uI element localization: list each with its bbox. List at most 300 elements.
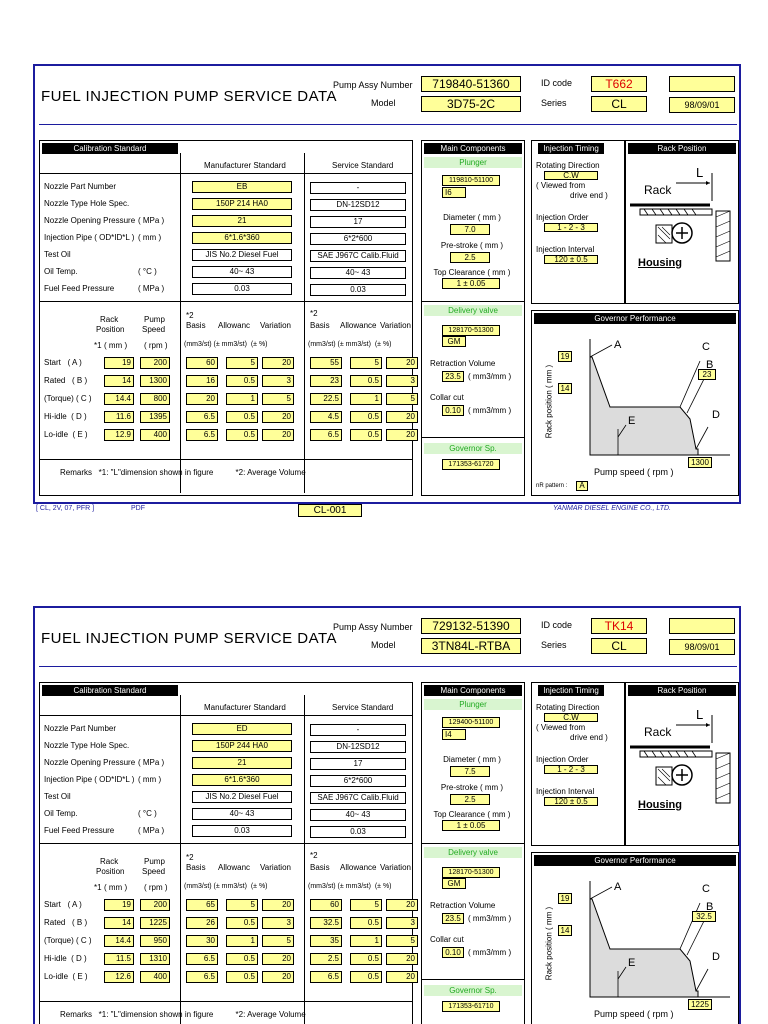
spec-label: Test Oil [44, 250, 71, 259]
governor-performance-panel [531, 852, 739, 1024]
rack-position-title: Rack Position [628, 685, 736, 696]
idcode-label: ID code [541, 620, 573, 630]
perf-rack-value: 11.5 [104, 953, 134, 965]
spec-svc-value: 6*2*600 [310, 775, 406, 787]
perf-speed-value: 800 [140, 393, 170, 405]
prestroke-value: 2.5 [450, 794, 490, 805]
perf-rack-value: 14 [104, 375, 134, 387]
governor-performance-title: Governor Performance [534, 313, 736, 324]
injection-timing-panel [531, 140, 625, 304]
spec-mfr-value: 6*1.6*360 [192, 774, 292, 786]
retraction-value: 23.5 [442, 371, 464, 382]
perf-s-allowance: Allowance [340, 863, 377, 872]
spec-label: Test Oil [44, 792, 71, 801]
perf-pump-head: Pump [144, 857, 165, 866]
perf-svc-value: 20 [386, 429, 418, 441]
mfr-std-header: Manufacturer Standard [204, 703, 286, 712]
spec-svc-value: - [310, 724, 406, 736]
perf-rack-head: Rack [100, 857, 119, 866]
perf-svc-value: 3 [386, 375, 418, 387]
perf-m-variation: Variation [260, 321, 291, 330]
spec-unit: ( MPa ) [138, 826, 165, 835]
perf-svc-value: 2.5 [310, 953, 342, 965]
idcode-value: TK14 [591, 618, 647, 634]
injection-timing-title: Injection Timing [538, 143, 604, 154]
spec-mfr-value: EB [192, 181, 292, 193]
fig-rack-label: Rack [644, 725, 672, 739]
perf-note1: *1 [94, 883, 102, 892]
perf-position-head: Position [96, 325, 125, 334]
perf-mfr-value: 20 [262, 411, 294, 423]
main-components-panel [421, 140, 525, 496]
perf-svc-value: 5 [350, 899, 382, 911]
fig-housing-label: Housing [638, 257, 682, 269]
injection-interval-label: Injection Interval [536, 245, 595, 254]
perf-mfr-value: 65 [186, 899, 218, 911]
spec-unit: ( MPa ) [138, 758, 165, 767]
idcode-value: T662 [591, 76, 647, 92]
perf-mfr-value: 6.5 [186, 429, 218, 441]
perf-m-allowance: Allowanc [218, 863, 251, 872]
spec-svc-value: 40~ 43 [310, 267, 406, 279]
gov-y-axis-label: Rack position ( mm ) [544, 364, 554, 439]
perf-speed-head: Speed [142, 325, 166, 334]
governor-sp-number: 171353-61710 [442, 1001, 500, 1012]
nr-pattern-label: nR pattern : [536, 483, 568, 489]
governor-sp-title: Governor Sp. [424, 985, 522, 996]
perf-svc-value: 32.5 [310, 917, 342, 929]
perf-mfr-value: 3 [262, 917, 294, 929]
gov-y-axis-label: Rack position ( mm ) [544, 906, 554, 981]
top-clearance-value: 1 ± 0.05 [442, 820, 500, 831]
perf-speed-value: 400 [140, 429, 170, 441]
perf-rack-head: Rack [100, 315, 119, 324]
pump-assy-number: 729132-51390 [421, 618, 521, 634]
perf-row-label: Start ( A ) [44, 900, 82, 909]
perf-svc-value: 5 [350, 357, 382, 369]
prestroke-value: 2.5 [450, 252, 490, 263]
perf-m-allowance: Allowanc [218, 321, 251, 330]
idcode-extra [669, 76, 735, 92]
perf-svc-value: 3 [386, 917, 418, 929]
point-E: E [628, 957, 636, 969]
pump-assy-label: Pump Assy Number [333, 622, 413, 632]
gov-B-value: 32.5 [692, 911, 716, 922]
series-value: CL [591, 96, 647, 112]
fig-L-label: L [696, 707, 704, 722]
governor-performance-panel [531, 310, 739, 496]
gov-speed-value: 1300 [688, 457, 712, 468]
perf-s-units: (mm3/st) (± mm3/st) (± %) [308, 341, 392, 348]
perf-svc-value: 5 [386, 935, 418, 947]
perf-row-label: Lo-idle ( E ) [44, 972, 88, 981]
spec-mfr-value: 21 [192, 215, 292, 227]
spec-mfr-value: 150P 214 HA0 [192, 198, 292, 210]
drive-end: drive end ) [570, 191, 608, 200]
perf-note1: *1 [94, 341, 102, 350]
spec-svc-value: 0.03 [310, 826, 406, 838]
perf-speed-value: 1300 [140, 375, 170, 387]
rotating-direction-label: Rotating Direction [536, 703, 600, 712]
retraction-label: Retraction Volume [430, 359, 496, 368]
spec-svc-value: 6*2*600 [310, 233, 406, 245]
perf-mfr-value: 30 [186, 935, 218, 947]
spec-mfr-value: 21 [192, 757, 292, 769]
governor-curve [550, 337, 730, 457]
injection-order-value: 1 - 2 - 3 [544, 765, 598, 774]
spec-label: Oil Temp. [44, 267, 78, 276]
main-components-panel [421, 682, 525, 1024]
fig-housing-label: Housing [638, 799, 682, 811]
rotating-direction-value: C.W [544, 713, 598, 722]
spec-svc-value: 0.03 [310, 284, 406, 296]
perf-svc-value: 60 [310, 899, 342, 911]
viewed-from: ( Viewed from [536, 181, 586, 190]
spec-mfr-value: 0.03 [192, 283, 292, 295]
injection-timing-title: Injection Timing [538, 685, 604, 696]
perf-svc-value: 20 [386, 357, 418, 369]
perf-mfr-value: 6.5 [186, 953, 218, 965]
spec-label: Nozzle Type Hole Spec. [44, 741, 130, 750]
header-divider [39, 666, 737, 667]
perf-row-label: (Torque) ( C ) [44, 936, 92, 945]
perf-row-label: Rated ( B ) [44, 918, 88, 927]
spec-label: Nozzle Part Number [44, 182, 117, 191]
perf-svc-value: 6.5 [310, 429, 342, 441]
spec-svc-value: 17 [310, 758, 406, 770]
spec-unit: ( MPa ) [138, 284, 165, 293]
perf-svc-value: 6.5 [310, 971, 342, 983]
spec-svc-value: DN-12SD12 [310, 741, 406, 753]
service-sheet-2 [33, 606, 741, 1024]
perf-m-units: (mm3/st) (± mm3/st) (± %) [184, 883, 268, 890]
model-label: Model [371, 98, 396, 108]
spec-label: Injection Pipe ( OD*ID*L ) [44, 775, 135, 784]
point-B: B [706, 901, 714, 913]
spec-mfr-value: 40~ 43 [192, 266, 292, 278]
diameter-value: 7.0 [450, 224, 490, 235]
mfr-std-header: Manufacturer Standard [204, 161, 286, 170]
plunger-number: 119810-51100 [442, 175, 500, 186]
perf-rack-value: 12.9 [104, 429, 134, 441]
perf-svc-value: 0.5 [350, 971, 382, 983]
perf-svc-value: 1 [350, 935, 382, 947]
perf-s-units: (mm3/st) (± mm3/st) (± %) [308, 883, 392, 890]
point-A: A [614, 881, 622, 893]
point-A: A [614, 339, 622, 351]
perf-mfr-value: 16 [186, 375, 218, 387]
perf-mfr-value: 5 [226, 357, 258, 369]
retraction-value: 23.5 [442, 913, 464, 924]
spec-mfr-value: JIS No.2 Diesel Fuel [192, 249, 292, 261]
service-sheet-1 [33, 64, 741, 504]
spec-svc-value: DN-12SD12 [310, 199, 406, 211]
rack-position-panel [625, 140, 739, 304]
perf-svc-value: 0.5 [350, 953, 382, 965]
spec-label: Injection Pipe ( OD*ID*L ) [44, 233, 135, 242]
rack-position-title: Rack Position [628, 143, 736, 154]
sheet-title: FUEL INJECTION PUMP SERVICE DATA [41, 88, 338, 105]
perf-mfr-value: 6.5 [186, 971, 218, 983]
perf-svc-value: 20 [386, 899, 418, 911]
delivery-valve-number: 128170-51300 [442, 325, 500, 336]
diameter-value: 7.5 [450, 766, 490, 777]
injection-order-label: Injection Order [536, 755, 589, 764]
perf-m-variation: Variation [260, 863, 291, 872]
sheet-title: FUEL INJECTION PUMP SERVICE DATA [41, 630, 338, 647]
pump-assy-number: 719840-51360 [421, 76, 521, 92]
perf-svc-value: 35 [310, 935, 342, 947]
rack-position-panel [625, 682, 739, 846]
footer-doc-code: CL-001 [298, 504, 362, 517]
perf-pump-head: Pump [144, 315, 165, 324]
spec-svc-value: 17 [310, 216, 406, 228]
calibration-title: Calibration Standard [42, 685, 178, 696]
rotating-direction-label: Rotating Direction [536, 161, 600, 170]
perf-svc-value: 0.5 [350, 917, 382, 929]
perf-speed-value: 400 [140, 971, 170, 983]
perf-mfr-value: 0.5 [226, 971, 258, 983]
perf-row-label: Lo-idle ( E ) [44, 430, 88, 439]
spec-mfr-value: 6*1.6*360 [192, 232, 292, 244]
governor-sp-number: 171353-61720 [442, 459, 500, 470]
perf-s-variation: Variation [380, 321, 411, 330]
perf-mfr-value: 5 [226, 899, 258, 911]
injection-interval-label: Injection Interval [536, 787, 595, 796]
injection-order-label: Injection Order [536, 213, 589, 222]
footer-pdf: PDF [131, 505, 145, 512]
perf-rack-value: 12.6 [104, 971, 134, 983]
spec-mfr-value: 150P 244 HA0 [192, 740, 292, 752]
perf-s-allowance: Allowance [340, 321, 377, 330]
gov-x-axis-label: Pump speed ( rpm ) [594, 1009, 674, 1019]
injection-interval-value: 120 ± 0.5 [544, 255, 598, 264]
footer-codes: [ CL, 2V, 07, PFR ] [36, 505, 95, 512]
perf-mfr-value: 20 [262, 899, 294, 911]
fig-L-label: L [696, 165, 704, 180]
perf-svc-value: 0.5 [350, 429, 382, 441]
perf-mfr-value: 20 [186, 393, 218, 405]
perf-position-head: Position [96, 867, 125, 876]
plunger-title: Plunger [424, 699, 522, 710]
pump-assy-label: Pump Assy Number [333, 80, 413, 90]
perf-rack-value: 19 [104, 357, 134, 369]
diameter-label: Diameter ( mm ) [443, 755, 501, 764]
governor-performance-title: Governor Performance [534, 855, 736, 866]
model-value: 3TN84L-RTBA [421, 638, 521, 654]
governor-sp-title: Governor Sp. [424, 443, 522, 454]
main-components-title: Main Components [424, 143, 522, 154]
collar-label: Collar cut [430, 393, 464, 402]
perf-mfr-value: 3 [262, 375, 294, 387]
spec-label: Fuel Feed Pressure [44, 826, 115, 835]
gov-y-14: 14 [558, 925, 572, 936]
point-D: D [712, 951, 720, 963]
perf-mfr-value: 0.5 [226, 953, 258, 965]
perf-mfr-value: 20 [262, 429, 294, 441]
calibration-title: Calibration Standard [42, 143, 178, 154]
retraction-unit: ( mm3/mm ) [468, 372, 512, 381]
perf-speed-value: 1395 [140, 411, 170, 423]
gov-y-14: 14 [558, 383, 572, 394]
date-value: 98/09/01 [669, 639, 735, 655]
header-divider [39, 124, 737, 125]
perf-mm: ( mm ) [104, 883, 128, 892]
perf-svc-value: 23 [310, 375, 342, 387]
perf-s-basis: Basis [310, 321, 330, 330]
gov-B-value: 23 [698, 369, 716, 380]
perf-rpm: ( rpm ) [144, 883, 168, 892]
spec-unit: ( mm ) [138, 233, 162, 242]
idcode-label: ID code [541, 78, 573, 88]
collar-unit: ( mm3/mm ) [468, 948, 512, 957]
perf-speed-value: 950 [140, 935, 170, 947]
spec-label: Nozzle Type Hole Spec. [44, 199, 130, 208]
nr-pattern-value: A [576, 481, 588, 491]
perf-mfr-value: 20 [262, 357, 294, 369]
perf-svc-value: 20 [386, 411, 418, 423]
perf-row-label: Hi-idle ( D ) [44, 412, 87, 421]
perf-s-star: *2 [310, 309, 318, 318]
top-clearance-label: Top Clearance ( mm ) [433, 268, 511, 277]
spec-label: Nozzle Part Number [44, 724, 117, 733]
perf-mfr-value: 0.5 [226, 429, 258, 441]
prestroke-label: Pre-stroke ( mm ) [440, 241, 504, 250]
spec-label: Oil Temp. [44, 809, 78, 818]
governor-curve [550, 879, 730, 999]
spec-svc-value: - [310, 182, 406, 194]
spec-unit: ( MPa ) [138, 216, 165, 225]
perf-speed-head: Speed [142, 867, 166, 876]
perf-rack-value: 19 [104, 899, 134, 911]
spec-mfr-value: ED [192, 723, 292, 735]
perf-svc-value: 1 [350, 393, 382, 405]
point-C: C [702, 341, 710, 353]
collar-label: Collar cut [430, 935, 464, 944]
perf-rack-value: 14 [104, 917, 134, 929]
injection-order-value: 1 - 2 - 3 [544, 223, 598, 232]
prestroke-label: Pre-stroke ( mm ) [440, 783, 504, 792]
gov-y-19: 19 [558, 893, 572, 904]
perf-mfr-value: 1 [226, 935, 258, 947]
svc-std-header: Service Standard [332, 161, 394, 170]
collar-unit: ( mm3/mm ) [468, 406, 512, 415]
diameter-label: Diameter ( mm ) [443, 213, 501, 222]
collar-value: 0.10 [442, 947, 464, 958]
perf-mfr-value: 5 [262, 393, 294, 405]
top-clearance-value: 1 ± 0.05 [442, 278, 500, 289]
perf-m-units: (mm3/st) (± mm3/st) (± %) [184, 341, 268, 348]
point-C: C [702, 883, 710, 895]
perf-svc-value: 0.5 [350, 375, 382, 387]
point-D: D [712, 409, 720, 421]
viewed-from: ( Viewed from [536, 723, 586, 732]
fig-rack-label: Rack [644, 183, 672, 197]
perf-mfr-value: 1 [226, 393, 258, 405]
model-value: 3D75-2C [421, 96, 521, 112]
date-value: 98/09/01 [669, 97, 735, 113]
perf-mm: ( mm ) [104, 341, 128, 350]
perf-mfr-value: 0.5 [226, 917, 258, 929]
perf-svc-value: 20 [386, 953, 418, 965]
perf-m-basis: Basis [186, 863, 206, 872]
remarks: Remarks *1: "L"dimension shown in figure *2: Average Volume [60, 468, 306, 477]
collar-value: 0.10 [442, 405, 464, 416]
delivery-valve-title: Delivery valve [424, 847, 522, 858]
perf-mfr-value: 26 [186, 917, 218, 929]
perf-svc-value: 4.5 [310, 411, 342, 423]
series-label: Series [541, 98, 567, 108]
retraction-unit: ( mm3/mm ) [468, 914, 512, 923]
idcode-extra [669, 618, 735, 634]
perf-mfr-value: 20 [262, 953, 294, 965]
calibration-panel [39, 682, 413, 1024]
perf-row-label: (Torque) ( C ) [44, 394, 92, 403]
spec-mfr-value: 40~ 43 [192, 808, 292, 820]
spec-unit: ( °C ) [138, 267, 157, 276]
drive-end: drive end ) [570, 733, 608, 742]
plunger-code: I4 [442, 729, 466, 740]
spec-unit: ( mm ) [138, 775, 162, 784]
perf-speed-value: 1225 [140, 917, 170, 929]
perf-mfr-value: 6.5 [186, 411, 218, 423]
delivery-valve-title: Delivery valve [424, 305, 522, 316]
delivery-valve-code: GM [442, 336, 466, 347]
point-E: E [628, 415, 636, 427]
remarks: Remarks *1: "L"dimension shown in figure *2: Average Volume [60, 1010, 306, 1019]
spec-svc-value: SAE J967C Calib.Fluid [310, 250, 406, 262]
perf-rpm: ( rpm ) [144, 341, 168, 350]
spec-mfr-value: JIS No.2 Diesel Fuel [192, 791, 292, 803]
gov-x-axis-label: Pump speed ( rpm ) [594, 467, 674, 477]
perf-speed-value: 1310 [140, 953, 170, 965]
perf-s-variation: Variation [380, 863, 411, 872]
perf-s-star: *2 [310, 851, 318, 860]
perf-speed-value: 200 [140, 899, 170, 911]
plunger-title: Plunger [424, 157, 522, 168]
injection-timing-panel [531, 682, 625, 846]
perf-svc-value: 20 [386, 971, 418, 983]
injection-interval-value: 120 ± 0.5 [544, 797, 598, 806]
top-clearance-label: Top Clearance ( mm ) [433, 810, 511, 819]
series-label: Series [541, 640, 567, 650]
perf-s-basis: Basis [310, 863, 330, 872]
perf-rack-value: 11.6 [104, 411, 134, 423]
model-label: Model [371, 640, 396, 650]
spec-svc-value: 40~ 43 [310, 809, 406, 821]
perf-row-label: Start ( A ) [44, 358, 82, 367]
perf-mfr-value: 60 [186, 357, 218, 369]
calibration-panel [39, 140, 413, 496]
main-components-title: Main Components [424, 685, 522, 696]
perf-svc-value: 5 [386, 393, 418, 405]
perf-row-label: Rated ( B ) [44, 376, 88, 385]
rotating-direction-value: C.W [544, 171, 598, 180]
spec-label: Nozzle Opening Pressure [44, 216, 136, 225]
perf-rack-value: 14.4 [104, 393, 134, 405]
perf-mfr-value: 0.5 [226, 411, 258, 423]
gov-speed-value: 1225 [688, 999, 712, 1010]
perf-svc-value: 22.5 [310, 393, 342, 405]
spec-label: Nozzle Opening Pressure [44, 758, 136, 767]
perf-mfr-value: 20 [262, 971, 294, 983]
perf-mfr-value: 5 [262, 935, 294, 947]
retraction-label: Retraction Volume [430, 901, 496, 910]
perf-mfr-value: 0.5 [226, 375, 258, 387]
perf-speed-value: 200 [140, 357, 170, 369]
perf-svc-value: 55 [310, 357, 342, 369]
delivery-valve-code: GM [442, 878, 466, 889]
